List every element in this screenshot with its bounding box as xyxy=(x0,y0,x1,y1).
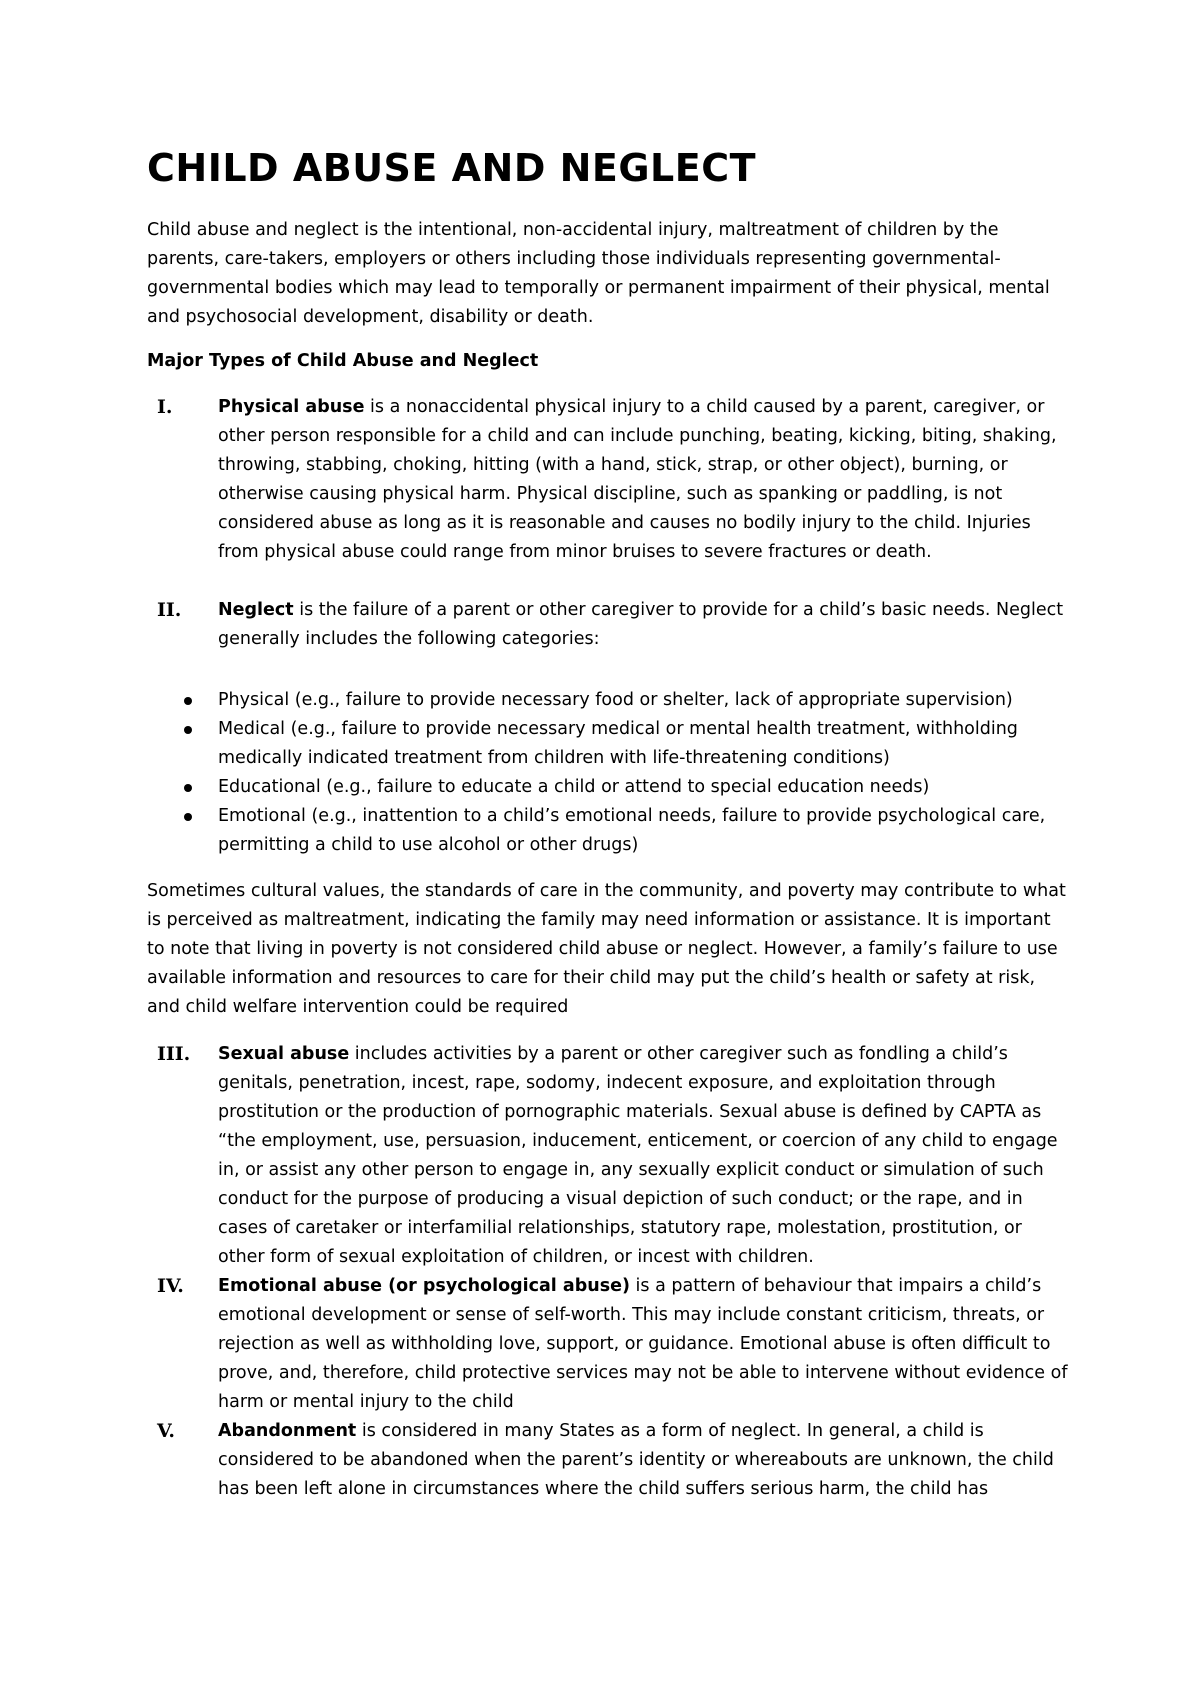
bullet-icon xyxy=(184,813,192,821)
item-numeral: I. xyxy=(157,396,173,418)
list-item: Educational (e.g., failure to educate a child or attend to special education needs) xyxy=(147,773,1068,802)
poverty-paragraph: Sometimes cultural values, the standards of care in the community, and poverty may contribute to what is perceived as maltreatment, indicating the family may need information or assistance. It is important to note that living in poverty is not considered child abuse or neglect. However, a family’s failure to use available information and resources to care for their child may put the child’s health or safety at risk, and child welfare intervention could be required xyxy=(147,881,1066,1017)
item-text xyxy=(218,596,1068,654)
item-description: is considered in many States as a form of neglect. In general, a child is considered to be abandoned when the parent’s identity or whereabouts are unknown, the child has been left alone in circumstances where the child suffers serious harm, the child has xyxy=(218,1421,1054,1499)
item-description: is a pattern of behaviour that impairs a child’s emotional development or sense of self-worth. This may include constant criticism, threats, or rejection as well as withholding love, support, or guidance. Emotional abuse is often difficult to prove, and, therefore, child protective services may not be able to intervene without evidence of harm or mental injury to the child xyxy=(218,1276,1068,1412)
item-description: includes activities by a parent or other caregiver such as fondling a child’s genitals, penetration, incest, rape, sodomy, indecent exposure, and exploitation through prostitution or the production of pornographic materials. Sexual abuse is defined by CAPTA as “the employment, use, persuasion, inducement, enticement, or coercion of any child to engage in, or assist any other person to engage in, any sexually explicit conduct or simulation of such conduct for the purpose of producing a visual depiction of such conduct; or the rape, and in cases of caretaker or interfamilial relationships, statutory rape, molestation, prostitution, or other form of sexual exploitation of children, or incest with children. xyxy=(218,1044,1058,1267)
item-description: is a nonaccidental physical injury to a child caused by a parent, caregiver, or other person responsible for a child and can include punching, beating, kicking, biting, shaking, throwing, stabbing, choking, hitting (with a hand, stick, strap, or other object), burning, or otherwise causing physical harm. Physical discipline, such as spanking or paddling, is not considered abuse as long as it is reasonable and causes no bodily injury to the child. Injuries from physical abuse could range from minor bruises to severe fractures or death. xyxy=(218,397,1057,562)
item-numeral: IV. xyxy=(157,1275,184,1297)
item-numeral: II. xyxy=(157,599,182,621)
list-item: Emotional (e.g., inattention to a child’s emotional needs, failure to provide psychological care, permitting a child to use alcohol or other drugs) xyxy=(147,802,1068,860)
item-term: Abandonment xyxy=(218,1421,357,1441)
list-item: Physical (e.g., failure to provide necessary food or shelter, lack of appropriate supervision) xyxy=(147,686,1068,715)
section-heading: Major Types of Child Abuse and Neglect xyxy=(147,351,539,371)
item-term: Physical abuse xyxy=(218,397,365,417)
item-text xyxy=(218,1417,1068,1504)
item-text xyxy=(218,1040,1068,1272)
item-term: Neglect xyxy=(218,600,294,620)
item-text xyxy=(218,1272,1068,1417)
bullet-icon xyxy=(184,697,192,705)
item-term: Sexual abuse xyxy=(218,1044,350,1064)
document-title: CHILD ABUSE AND NEGLECT xyxy=(147,146,757,190)
item-numeral: III. xyxy=(157,1043,191,1065)
bullet-icon xyxy=(184,784,192,792)
intro-paragraph: Child abuse and neglect is the intentional, non-accidental injury, maltreatment of children by the parents, care-takers, employers or others including those individuals representing governmental-governmental bodies which may lead to temporally or permanent impairment of their physical, mental and psychosocial development, disability or death. xyxy=(147,220,1050,327)
list-item: Medical (e.g., failure to provide necessary medical or mental health treatment, withholding medically indicated treatment from children with life-threatening conditions) xyxy=(147,715,1068,773)
item-term: Emotional abuse (or psychological abuse) xyxy=(218,1276,630,1296)
item-description: is the failure of a parent or other caregiver to provide for a child’s basic needs. Neglect generally includes the following categories: xyxy=(218,600,1064,649)
neglect-categories-list xyxy=(147,686,1067,860)
item-numeral: V. xyxy=(157,1420,176,1442)
item-text xyxy=(218,393,1068,567)
bullet-icon xyxy=(184,726,192,734)
